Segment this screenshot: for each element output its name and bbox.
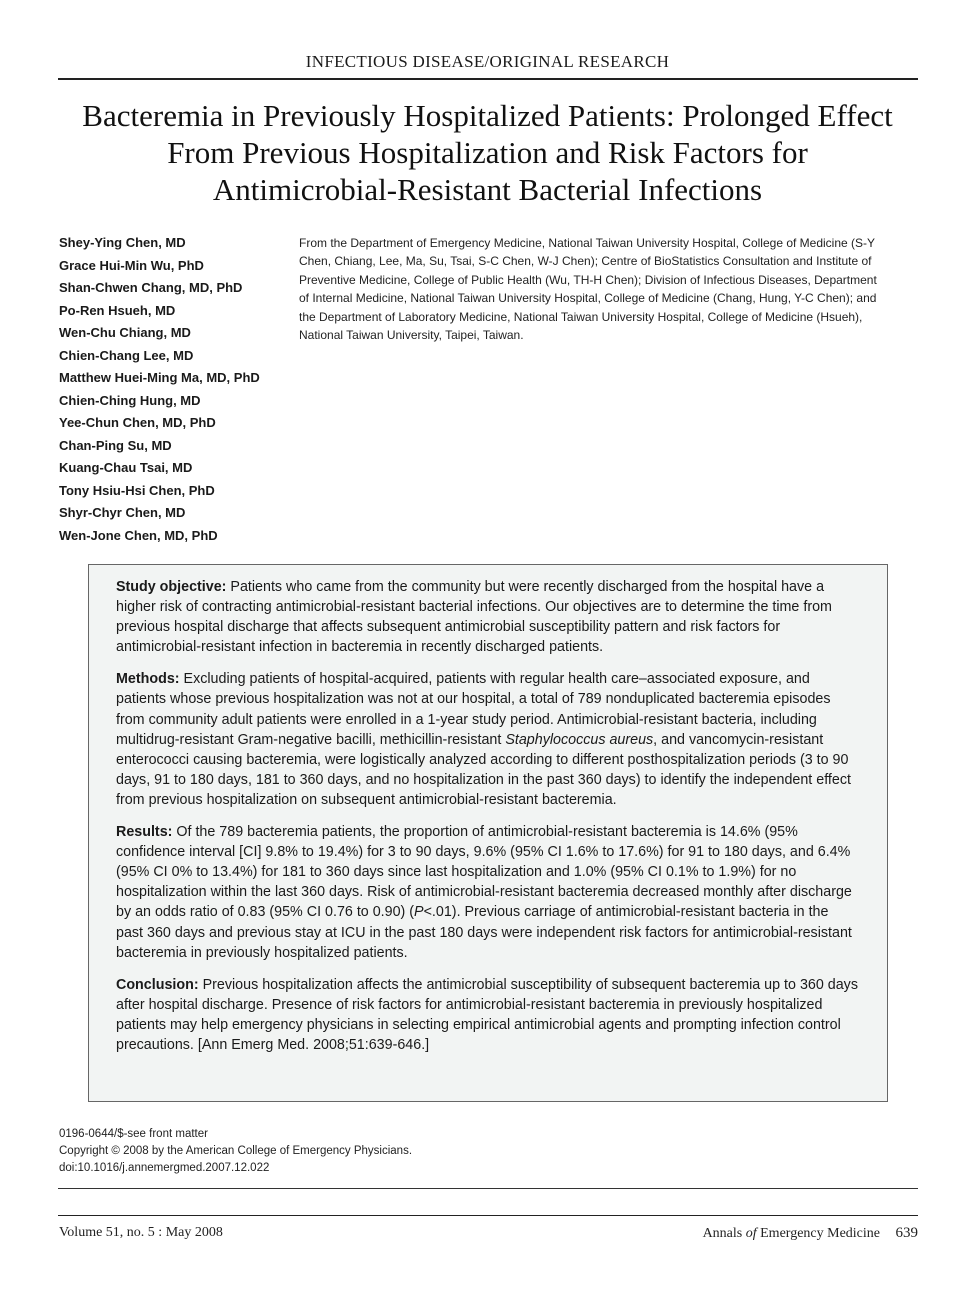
objective-text: Patients who came from the community but were recently discharged from the hospital have a higher risk of contracting antimicrobial-resistant bacterial infections. Our objectives are to determine the time from previous hospital discharge that affects subsequent antimicrobial susceptibility pattern and risk factors for antimicrobial-resistant infection in bacteremia in recently discharged patients.: [116, 579, 832, 656]
results-text-cont: <.01). Previous carriage of antimicrobial-resistant bacteria in the past 360 days and previous stay at ICU in the past 180 days were independent risk factors for antimicrobial-resistant bacteremia in previously hospitalized patients.: [116, 904, 852, 961]
title-line: Antimicrobial-Resistant Bacterial Infections: [212, 172, 763, 207]
abstract-methods: [116, 669, 859, 810]
volume-info: Volume 51, no. 5 : May 2008: [59, 1225, 223, 1240]
journal-footer: [703, 1225, 918, 1242]
methods-label: Methods:: [116, 671, 180, 688]
author-list: [59, 232, 294, 547]
abstract-results: [116, 822, 859, 963]
methods-text-cont: , and vancomycin-resistant enterococci causing bacteremia, were logistically analyzed according to different posthospitalization periods (3 to 90 days, 91 to 180 days, 181 to 360 days, and no hospitalization in the past 360 days) to identify the independent effect from previous hospitalization on subsequent antimicrobial-resistant bacteremia.: [116, 731, 851, 808]
front-matter: [59, 1126, 659, 1177]
author-name: Kuang-Chau Tsai, MD: [59, 460, 193, 475]
author-name: Matthew Huei-Ming Ma, MD, PhD: [59, 370, 260, 385]
title-line: Bacteremia in Previously Hospitalized Patients: Prolonged Effect: [82, 98, 893, 133]
abstract-conclusion: [116, 975, 859, 1055]
results-text: Of the 789 bacteremia patients, the proportion of antimicrobial-resistant bacteremia is 14.6% (95% confidence interval [CI] 9.8% to 19.4%) for 3 to 90 days, 9.6% (95% CI 1.6% to 17.6%) for 91 to 180 days, and 6.4% (95% CI 0% to 13.4%) for 181 to 360 days since last hospitalization and 1.0% (95% CI 0.1% to 1.9%) for no hospitalization within the last 360 days. Risk of antimicrobial-resistant bacteremia decreased monthly after discharge by an odds ratio of 0.83 (95% CI 0.76 to 0.90) (: [116, 824, 852, 921]
results-label: Results:: [116, 824, 173, 841]
author-name: Chien-Chang Lee, MD: [59, 347, 194, 363]
journal-name-b: Emergency Medicine: [760, 1226, 880, 1241]
abstract-objective: [116, 577, 859, 657]
copyright-line: Copyright © 2008 by the American College of Emergency Physicians.: [59, 1145, 413, 1157]
abstract-box: [88, 564, 888, 1102]
affiliations: From the Department of Emergency Medicine, National Taiwan University Hospital, College of Medicine (S-Y Chen, Chiang, Lee, Ma, Su, Tsai, S-C Chen, W-J Chen); Centre of BioStatistics Consultation and Institute of Preventive Medicine, College of Public Health (Wu, TH-H Chen); Division of Infectious Diseases, Department of Internal Medicine, National Taiwan University Hospital, College of Medicine (Chang, Hung, Y-C Chen); and the Department of Laboratory Medicine, National Taiwan University Hospital, College of Medicine (Hsueh), National Taiwan University, Taipei, Taiwan.: [299, 236, 877, 343]
author-name: Wen-Jone Chen, MD, PhD: [59, 527, 218, 543]
author-name: Grace Hui-Min Wu, PhD: [59, 257, 204, 273]
section-heading: INFECTIOUS DISEASE/ORIGINAL RESEARCH: [305, 52, 670, 71]
author-name: Po-Ren Hsueh, MD: [59, 302, 176, 318]
methods-text: Excluding patients of hospital-acquired, patients with regular health care–associated exposure, and patients whose previous hospitalization was not at our hospital, a total of 789 nonduplicated bacteremia episodes from community adult patients were enrolled in a 1-year study period. Antimicrobial-resistant bacteria, including multidrug-resistant Gram-negative bacilli, methicillin-resistant: [116, 671, 831, 748]
footer-divider-upper: [58, 1188, 918, 1189]
author-name: Shey-Ying Chen, MD: [59, 235, 186, 250]
author-name: Chien-Ching Hung, MD: [59, 392, 201, 408]
conclusion-text: Previous hospitalization affects the antimicrobial susceptibility of subsequent bacteremia up to 360 days after hospital discharge. Presence of risk factors for antimicrobial-resistant bacteremia in previously hospitalized patients may help emergency physicians in selecting empirical antimicrobial agents and prompting infection control precautions. [Ann Emerg Med. 2008;51:639-646.]: [116, 976, 858, 1053]
conclusion-label: Conclusion:: [116, 976, 199, 993]
methods-species: Staphylococcus aureus: [505, 731, 654, 748]
journal-name-a: Annals: [702, 1226, 743, 1241]
author-name: Yee-Chun Chen, MD, PhD: [59, 415, 216, 430]
objective-label: Study objective:: [116, 579, 227, 595]
author-name: Chan-Ping Su, MD: [59, 437, 172, 453]
results-p-value: P: [414, 904, 424, 921]
doi-line: doi:10.1016/j.annemergmed.2007.12.022: [59, 1162, 270, 1174]
author-name: Wen-Chu Chiang, MD: [59, 325, 191, 340]
page-number: 639: [895, 1225, 918, 1241]
author-name: Shan-Chwen Chang, MD, PhD: [59, 280, 243, 295]
title-line: From Previous Hospitalization and Risk Factors for: [167, 135, 808, 170]
issn-line: 0196-0644/$-see front matter: [59, 1128, 208, 1140]
author-name: Shyr-Chyr Chen, MD: [59, 505, 186, 520]
top-divider: [58, 78, 918, 80]
article-title: [40, 97, 935, 208]
footer-divider-lower: [58, 1215, 918, 1216]
author-name: Tony Hsiu-Hsi Chen, PhD: [59, 482, 215, 498]
journal-name-of: of: [745, 1226, 757, 1241]
